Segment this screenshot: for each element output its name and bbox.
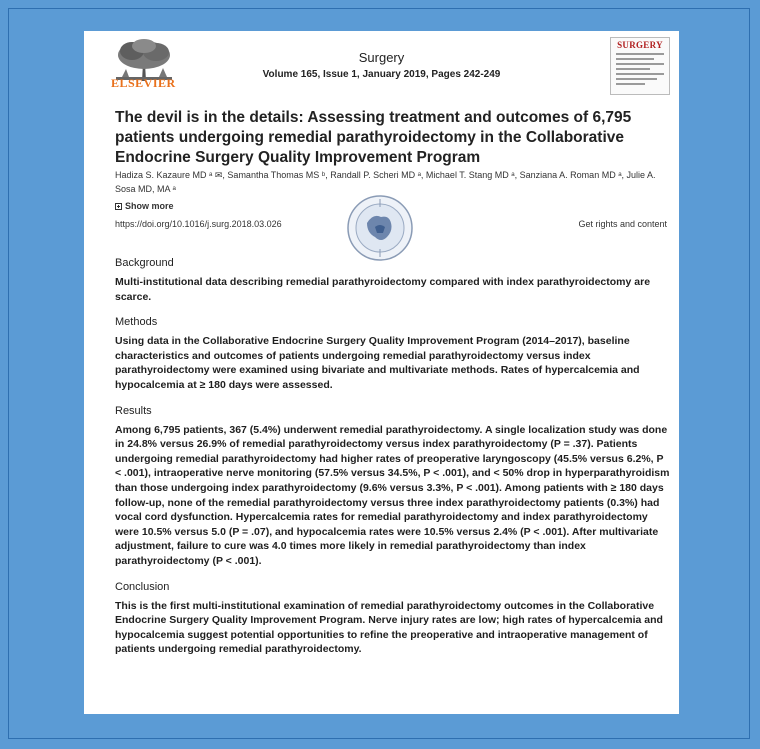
cover-title: SURGERY [617, 40, 663, 50]
section-conclusion [115, 581, 670, 657]
show-more-label: Show more [125, 201, 174, 211]
section-text: This is the first multi-institutional examination of remedial parathyroidectomy outcomes in the Collaborative Endocrine Surgery Quality Improvement Program. Nerve injury rates are low; high rates of hypercalcemia and hypocalcemia suggest potential opportunities to refine the preoperative and intraoperative management of patients undergoing remedial parathyroidectomy. [115, 599, 663, 656]
section-text: Multi-institutional data describing remedial parathyroidectomy compared with index parathyroidectomy are scarce. [115, 276, 651, 303]
rights-link[interactable]: Get rights and content [578, 219, 667, 229]
article-page [84, 31, 679, 714]
abstract [115, 257, 670, 669]
show-more-button[interactable] [115, 201, 174, 211]
volume-info[interactable]: Volume 165, Issue 1, January 2019, Pages 242-249 [262, 69, 501, 80]
section-methods [115, 316, 670, 392]
section-text: Using data in the Collaborative Endocrine Surgery Quality Improvement Program (2014–2017), baseline characteristics and outcomes of patients undergoing remedial parathyroidectomy versus index parathyroidectomy were examined using bivariate and multivariate methods. Rates of hypercalcemia and hypocalcemia at ≥ 180 days were assessed. [115, 335, 640, 391]
cover-text-lines [616, 53, 664, 90]
section-heading: Results [115, 404, 152, 417]
section-heading: Background [115, 257, 174, 269]
doi-link[interactable]: https://doi.org/10.1016/j.surg.2018.03.026 [115, 219, 282, 229]
section-heading: Methods [115, 316, 158, 329]
article-title: The devil is in the details: Assessing treatment and outcomes of 6,795 patients undergoing remedial parathyroidectomy in the Collaborative Endocrine Surgery Quality Improvement Program [115, 109, 632, 166]
section-text: Among 6,795 patients, 367 (5.4%) underwent remedial parathyroidectomy. A single localization study was done in 24.8% versus 26.9% of remedial parathyroidectomy versus index parathyroidectomy (P = .37). Patients undergoing remedial parathyroidectomy had higher rates of preoperative laryngoscopy (45.5% versus 6.2%, P < .001), intraoperative nerve monitoring (57.5% versus 34.5%, P < .001), and < 50% drop in hyperparathyroidism than those undergoing index parathyroidectomy (9.6% versus 3.3%, P < .001). Among patients with ≥ 180 days follow-up, none of the remedial parathyroidectomy versus three index parathyroidectomy patients (0.3%) had vocal cord dysfunction. Hypercalcemia rates for remedial parathyroidectomy and index parathyroidectomy were 10.5% versus 5.0 (P = .07), and hypocalcemia rates were 10.5% versus 2.4% (P < .001). After multivariate adjustment, failure to cure was 4.0 times more likely in remedial parathyroidectomy than index parathyroidectomy (P < .001). [115, 423, 670, 567]
section-background [115, 257, 670, 304]
author-list[interactable]: Hadiza S. Kazaure MD ᵃ ✉, Samantha Thomas MS ᵇ, Randall P. Scheri MD ᵃ, Michael T. Stang MD ᵃ, Sanziana A. Roman MD ᵃ, Julie A. Sosa MD, MA ᵃ [115, 170, 656, 194]
publisher-wordmark: ELSEVIER [111, 76, 176, 90]
section-heading: Conclusion [115, 580, 170, 593]
journal-cover-thumbnail[interactable] [610, 37, 670, 95]
plus-icon [115, 203, 122, 210]
section-results [115, 405, 670, 569]
association-seal-icon [345, 193, 415, 263]
journal-name[interactable]: Surgery [358, 50, 405, 65]
